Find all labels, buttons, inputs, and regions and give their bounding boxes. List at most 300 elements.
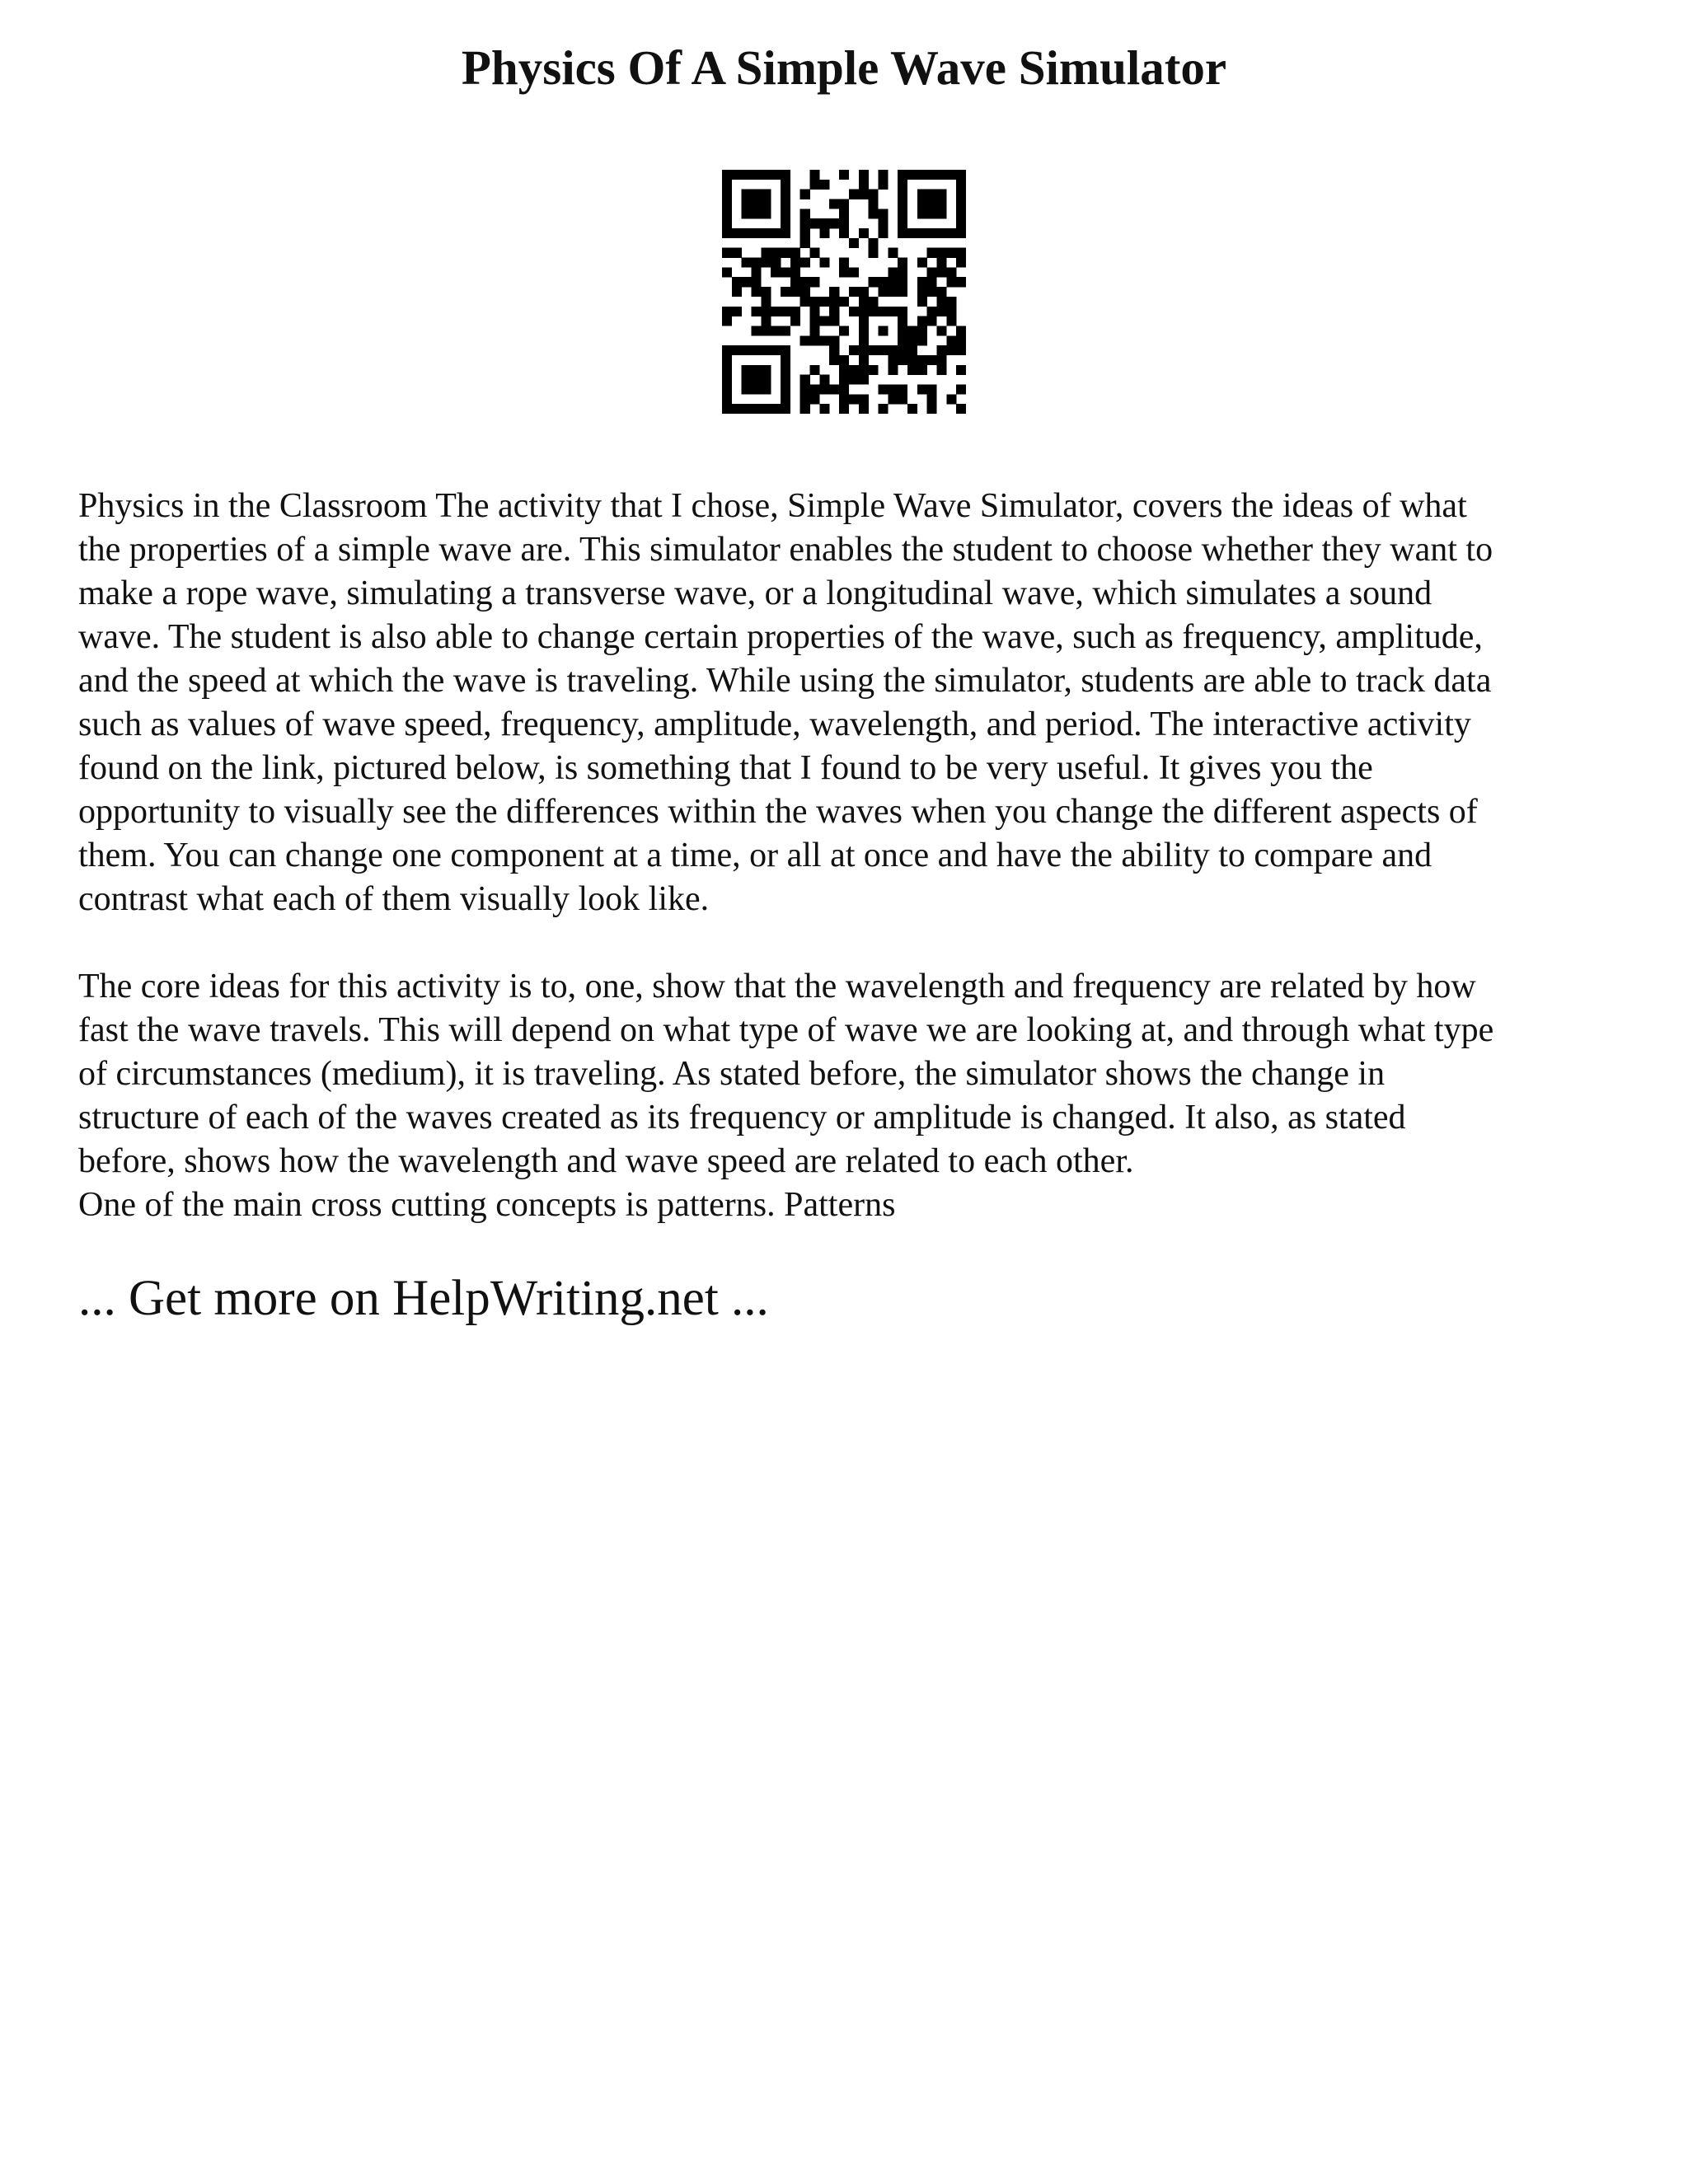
qr-module	[781, 170, 790, 180]
qr-module	[869, 209, 879, 218]
qr-module	[849, 394, 859, 404]
qr-module	[761, 316, 771, 326]
qr-module	[800, 394, 810, 404]
qr-module	[761, 365, 771, 375]
paragraph-2	[78, 965, 1628, 1227]
qr-module	[917, 384, 927, 394]
qr-module	[956, 404, 966, 414]
qr-module	[898, 287, 907, 297]
qr-module	[878, 180, 888, 190]
qr-module	[829, 297, 839, 307]
qr-module	[936, 345, 946, 355]
qr-module	[810, 384, 820, 394]
qr-module	[859, 180, 869, 190]
qr-module	[859, 404, 869, 414]
paragraph-line: of circumstances (medium), it is traveling. As stated before, the simulator shows the change in	[78, 1055, 1386, 1093]
qr-module	[771, 267, 781, 277]
qr-module	[722, 190, 732, 199]
qr-module	[849, 307, 859, 316]
qr-module	[819, 258, 829, 268]
qr-module	[722, 228, 732, 238]
paragraph-line: One of the main cross cutting concepts is patterns. Patterns	[78, 1186, 896, 1224]
qr-module	[888, 365, 898, 375]
qr-module	[956, 209, 966, 218]
qr-module	[819, 218, 829, 228]
qr-module	[956, 248, 966, 258]
qr-module	[810, 335, 820, 345]
qr-module	[946, 297, 956, 307]
qr-module	[829, 384, 839, 394]
qr-module	[761, 248, 771, 258]
qr-module	[898, 307, 907, 316]
qr-module	[917, 297, 927, 307]
qr-module	[878, 170, 888, 180]
qr-module	[732, 287, 742, 297]
qr-module	[819, 375, 829, 385]
qr-module	[752, 267, 762, 277]
qr-module	[839, 297, 849, 307]
qr-module	[878, 404, 888, 414]
qr-module	[722, 307, 732, 316]
qr-module	[927, 394, 937, 404]
qr-module	[927, 277, 937, 287]
qr-module	[946, 248, 956, 258]
qr-module	[781, 375, 790, 385]
qr-module	[800, 335, 810, 345]
qr-module	[800, 384, 810, 394]
qr-module	[927, 170, 937, 180]
qr-module	[771, 326, 781, 335]
paragraph-line: wave. The student is also able to change certain properties of the wave, such as frequency, amplitude,	[78, 618, 1483, 656]
qr-module	[781, 384, 790, 394]
qr-module	[810, 297, 820, 307]
qr-module	[810, 218, 820, 228]
qr-module	[839, 199, 849, 209]
qr-module	[936, 355, 946, 365]
qr-module	[771, 248, 781, 258]
qr-module	[722, 248, 732, 258]
qr-module	[956, 365, 966, 375]
qr-module	[722, 375, 732, 385]
qr-module	[936, 267, 946, 277]
qr-module	[946, 307, 956, 316]
qr-module	[859, 375, 869, 385]
qr-module	[790, 287, 800, 297]
qr-module	[907, 404, 917, 414]
qr-module	[878, 228, 888, 238]
qr-module	[722, 170, 732, 180]
qr-module	[888, 248, 898, 258]
qr-module	[752, 307, 762, 316]
qr-module	[917, 355, 927, 365]
qr-module	[742, 209, 752, 218]
qr-module	[752, 277, 762, 287]
qr-module	[752, 326, 762, 335]
qr-module	[869, 365, 879, 375]
paragraph-line: such as values of wave speed, frequency, amplitude, wavelength, and period. The interactive activity	[78, 705, 1471, 743]
qr-module	[946, 267, 956, 277]
qr-module	[829, 316, 839, 326]
qr-module	[819, 404, 829, 414]
qr-module	[742, 228, 752, 238]
qr-module	[849, 375, 859, 385]
qr-module	[722, 316, 732, 326]
qr-module	[927, 209, 937, 218]
qr-module	[898, 277, 907, 287]
qr-module	[819, 228, 829, 238]
qr-module	[917, 326, 927, 335]
qr-module	[898, 199, 907, 209]
qr-module	[761, 199, 771, 209]
qr-module	[869, 190, 879, 199]
qr-module	[790, 307, 800, 316]
qr-module	[936, 209, 946, 218]
qr-module	[810, 307, 820, 316]
qr-module	[869, 345, 879, 355]
qr-module	[810, 365, 820, 375]
qr-module	[781, 287, 790, 297]
qr-module	[752, 384, 762, 394]
qr-module	[781, 345, 790, 355]
qr-module	[859, 365, 869, 375]
qr-module	[898, 316, 907, 326]
paragraph-line: them. You can change one component at a time, or all at once and have the ability to compare and	[78, 837, 1432, 874]
qr-module	[839, 404, 849, 414]
qr-module	[956, 170, 966, 180]
qr-module	[839, 365, 849, 375]
qr-module	[722, 218, 732, 228]
qr-module	[810, 326, 820, 335]
qr-module	[946, 228, 956, 238]
qr-module	[781, 326, 790, 335]
qr-module	[810, 277, 820, 287]
qr-module	[771, 258, 781, 268]
qr-module	[956, 190, 966, 199]
qr-module	[878, 384, 888, 394]
qr-module	[946, 335, 956, 345]
qr-module	[859, 345, 869, 355]
qr-module	[829, 199, 839, 209]
qr-module	[898, 218, 907, 228]
qr-module	[829, 307, 839, 316]
qr-module	[742, 365, 752, 375]
qr-module	[781, 267, 790, 277]
qr-module	[800, 375, 810, 385]
qr-module	[898, 394, 907, 404]
paragraph-line: contrast what each of them visually look like.	[78, 880, 710, 918]
qr-module	[829, 287, 839, 297]
qr-module	[771, 307, 781, 316]
qr-module	[800, 297, 810, 307]
qr-module	[859, 335, 869, 345]
qr-module	[878, 209, 888, 218]
paragraph-line: Physics in the Classroom The activity that I chose, Simple Wave Simulator, covers the ideas of what	[78, 487, 1467, 525]
qr-module	[898, 326, 907, 335]
qr-module	[927, 199, 937, 209]
qr-module	[771, 404, 781, 414]
qr-module	[761, 384, 771, 394]
qr-module	[936, 297, 946, 307]
qr-module	[742, 375, 752, 385]
qr-module	[878, 345, 888, 355]
qr-module	[722, 345, 732, 355]
qr-module	[956, 277, 966, 287]
qr-module	[781, 180, 790, 190]
qr-module	[859, 316, 869, 326]
qr-module	[849, 267, 859, 277]
qr-module	[907, 170, 917, 180]
qr-module	[732, 404, 742, 414]
qr-module	[761, 170, 771, 180]
qr-module	[869, 199, 879, 209]
qr-module	[819, 316, 829, 326]
qr-module	[898, 190, 907, 199]
qr-module	[839, 258, 849, 268]
qr-module	[781, 199, 790, 209]
qr-module	[732, 248, 742, 258]
qr-module	[888, 267, 898, 277]
qr-module	[849, 345, 859, 355]
qr-module	[907, 335, 917, 345]
qr-module	[839, 267, 849, 277]
qr-module	[936, 199, 946, 209]
qr-module	[722, 180, 732, 190]
qr-module	[936, 287, 946, 297]
qr-module	[781, 209, 790, 218]
qr-code-graphic	[722, 170, 966, 414]
qr-module	[849, 365, 859, 375]
qr-module	[781, 248, 790, 258]
qr-module	[800, 228, 810, 238]
paragraph-line: the properties of a simple wave are. This simulator enables the student to choose whether they want to	[78, 531, 1493, 569]
qr-module	[761, 258, 771, 268]
paragraph-line: and the speed at which the wave is traveling. While using the simulator, students are able to track data	[78, 662, 1492, 700]
qr-module	[917, 258, 927, 268]
qr-module	[742, 258, 752, 268]
qr-module	[829, 218, 839, 228]
qr-module	[907, 228, 917, 238]
qr-module	[888, 355, 898, 365]
qr-module	[722, 355, 732, 365]
qr-module	[927, 307, 937, 316]
qr-module	[936, 365, 946, 375]
qr-module	[869, 307, 879, 316]
qr-module	[898, 180, 907, 190]
qr-module	[742, 404, 752, 414]
qr-module	[761, 287, 771, 297]
paragraph-line: make a rope wave, simulating a transverse wave, or a longitudinal wave, which simulates a sound	[78, 574, 1432, 612]
qr-module	[761, 404, 771, 414]
qr-module	[781, 218, 790, 228]
qr-module	[878, 326, 888, 335]
paragraph-line: before, shows how the wavelength and wave speed are related to each other.	[78, 1142, 1134, 1180]
qr-module	[800, 218, 810, 228]
qr-module	[732, 277, 742, 287]
qr-module	[722, 384, 732, 394]
qr-module	[752, 170, 762, 180]
qr-module	[946, 170, 956, 180]
qr-module	[907, 355, 917, 365]
qr-module	[936, 258, 946, 268]
paragraph-line: opportunity to visually see the differences within the waves when you change the different aspects of	[78, 793, 1478, 831]
qr-module	[732, 345, 742, 355]
get-more-link[interactable]: ... Get more on HelpWriting.net ...	[78, 1271, 769, 1326]
qr-module	[888, 394, 898, 404]
qr-module	[810, 316, 820, 326]
qr-module	[859, 190, 869, 199]
qr-module	[771, 170, 781, 180]
qr-module	[761, 307, 771, 316]
qr-module	[742, 345, 752, 355]
qr-module	[722, 394, 732, 404]
qr-module	[936, 228, 946, 238]
qr-module	[810, 394, 820, 404]
qr-module	[781, 190, 790, 199]
qr-module	[849, 287, 859, 297]
qr-module	[829, 335, 839, 345]
qr-module	[800, 277, 810, 287]
qr-module	[927, 190, 937, 199]
qr-module	[839, 375, 849, 385]
qr-module	[917, 170, 927, 180]
qr-module	[761, 345, 771, 355]
qr-module	[722, 365, 732, 375]
qr-module	[800, 404, 810, 414]
qr-module	[800, 258, 810, 268]
qr-module	[819, 335, 829, 345]
qr-module	[927, 248, 937, 258]
qr-module	[907, 326, 917, 335]
qr-module	[722, 209, 732, 218]
qr-module	[927, 228, 937, 238]
qr-module	[936, 248, 946, 258]
qr-module	[790, 248, 800, 258]
qr-module	[761, 228, 771, 238]
qr-module	[878, 287, 888, 297]
qr-module	[849, 238, 859, 248]
qr-module	[761, 297, 771, 307]
qr-module	[849, 190, 859, 199]
qr-module	[917, 277, 927, 287]
qr-module	[917, 287, 927, 297]
qr-module	[781, 228, 790, 238]
qr-module	[829, 345, 839, 355]
qr-module	[888, 287, 898, 297]
qr-module	[781, 404, 790, 414]
qr-module	[927, 316, 937, 326]
qr-module	[742, 384, 752, 394]
qr-module	[956, 326, 966, 335]
qr-module	[839, 384, 849, 394]
qr-module	[888, 345, 898, 355]
qr-module	[800, 190, 810, 199]
qr-module	[752, 209, 762, 218]
qr-module	[898, 335, 907, 345]
qr-module	[742, 190, 752, 199]
qr-module	[752, 365, 762, 375]
qr-module	[898, 355, 907, 365]
qr-module	[898, 345, 907, 355]
article-body	[78, 485, 1628, 1227]
qr-module	[888, 384, 898, 394]
qr-module	[839, 394, 849, 404]
qr-module	[907, 345, 917, 355]
qr-module	[869, 238, 879, 248]
qr-module	[742, 277, 752, 287]
qr-module	[810, 180, 820, 190]
qr-module	[839, 355, 849, 365]
paragraph-line: fast the wave travels. This will depend on what type of wave we are looking at, and through what type	[78, 1011, 1494, 1049]
qr-module	[761, 190, 771, 199]
paragraph-line: The core ideas for this activity is to, one, show that the wavelength and frequency are related by how	[78, 968, 1476, 1005]
qr-module	[946, 277, 956, 287]
qr-module	[936, 326, 946, 335]
qr-module	[839, 228, 849, 238]
qr-module	[869, 277, 879, 287]
qr-module	[752, 199, 762, 209]
qr-module	[742, 170, 752, 180]
qr-module	[956, 199, 966, 209]
qr-module	[781, 307, 790, 316]
qr-module	[859, 287, 869, 297]
qr-module	[869, 297, 879, 307]
qr-module	[869, 248, 879, 258]
qr-module	[946, 394, 956, 404]
qr-module	[771, 345, 781, 355]
qr-module	[859, 297, 869, 307]
qr-module	[907, 365, 917, 375]
qr-module	[819, 297, 829, 307]
qr-module	[781, 365, 790, 375]
page-title: Physics Of A Simple Wave Simulator	[461, 40, 1227, 95]
qr-module	[761, 209, 771, 218]
qr-code-icon[interactable]	[722, 170, 966, 414]
qr-module	[800, 238, 810, 248]
paragraph-1	[78, 485, 1628, 921]
qr-module	[936, 307, 946, 316]
qr-module	[927, 355, 937, 365]
qr-module	[956, 384, 966, 394]
paragraph-line: structure of each of the waves created as its frequency or amplitude is changed. It also, as stated	[78, 1099, 1406, 1137]
qr-module	[781, 355, 790, 365]
qr-module	[898, 258, 907, 268]
qr-module	[917, 190, 927, 199]
paragraph-line: found on the link, pictured below, is something that I found to be very useful. It gives you the	[78, 749, 1373, 787]
qr-module	[810, 170, 820, 180]
qr-module	[898, 384, 907, 394]
qr-module	[936, 190, 946, 199]
qr-module	[956, 335, 966, 345]
qr-module	[781, 394, 790, 404]
qr-module	[859, 355, 869, 365]
qr-module	[819, 180, 829, 190]
qr-module	[752, 258, 762, 268]
qr-module	[790, 277, 800, 287]
qr-module	[878, 277, 888, 287]
qr-module	[722, 199, 732, 209]
qr-module	[771, 228, 781, 238]
qr-module	[927, 404, 937, 414]
qr-module	[936, 170, 946, 180]
qr-module	[956, 180, 966, 190]
qr-module	[752, 345, 762, 355]
qr-module	[800, 209, 810, 218]
qr-module	[917, 228, 927, 238]
qr-module	[839, 218, 849, 228]
qr-module	[800, 287, 810, 297]
qr-module	[898, 267, 907, 277]
qr-module	[790, 316, 800, 326]
